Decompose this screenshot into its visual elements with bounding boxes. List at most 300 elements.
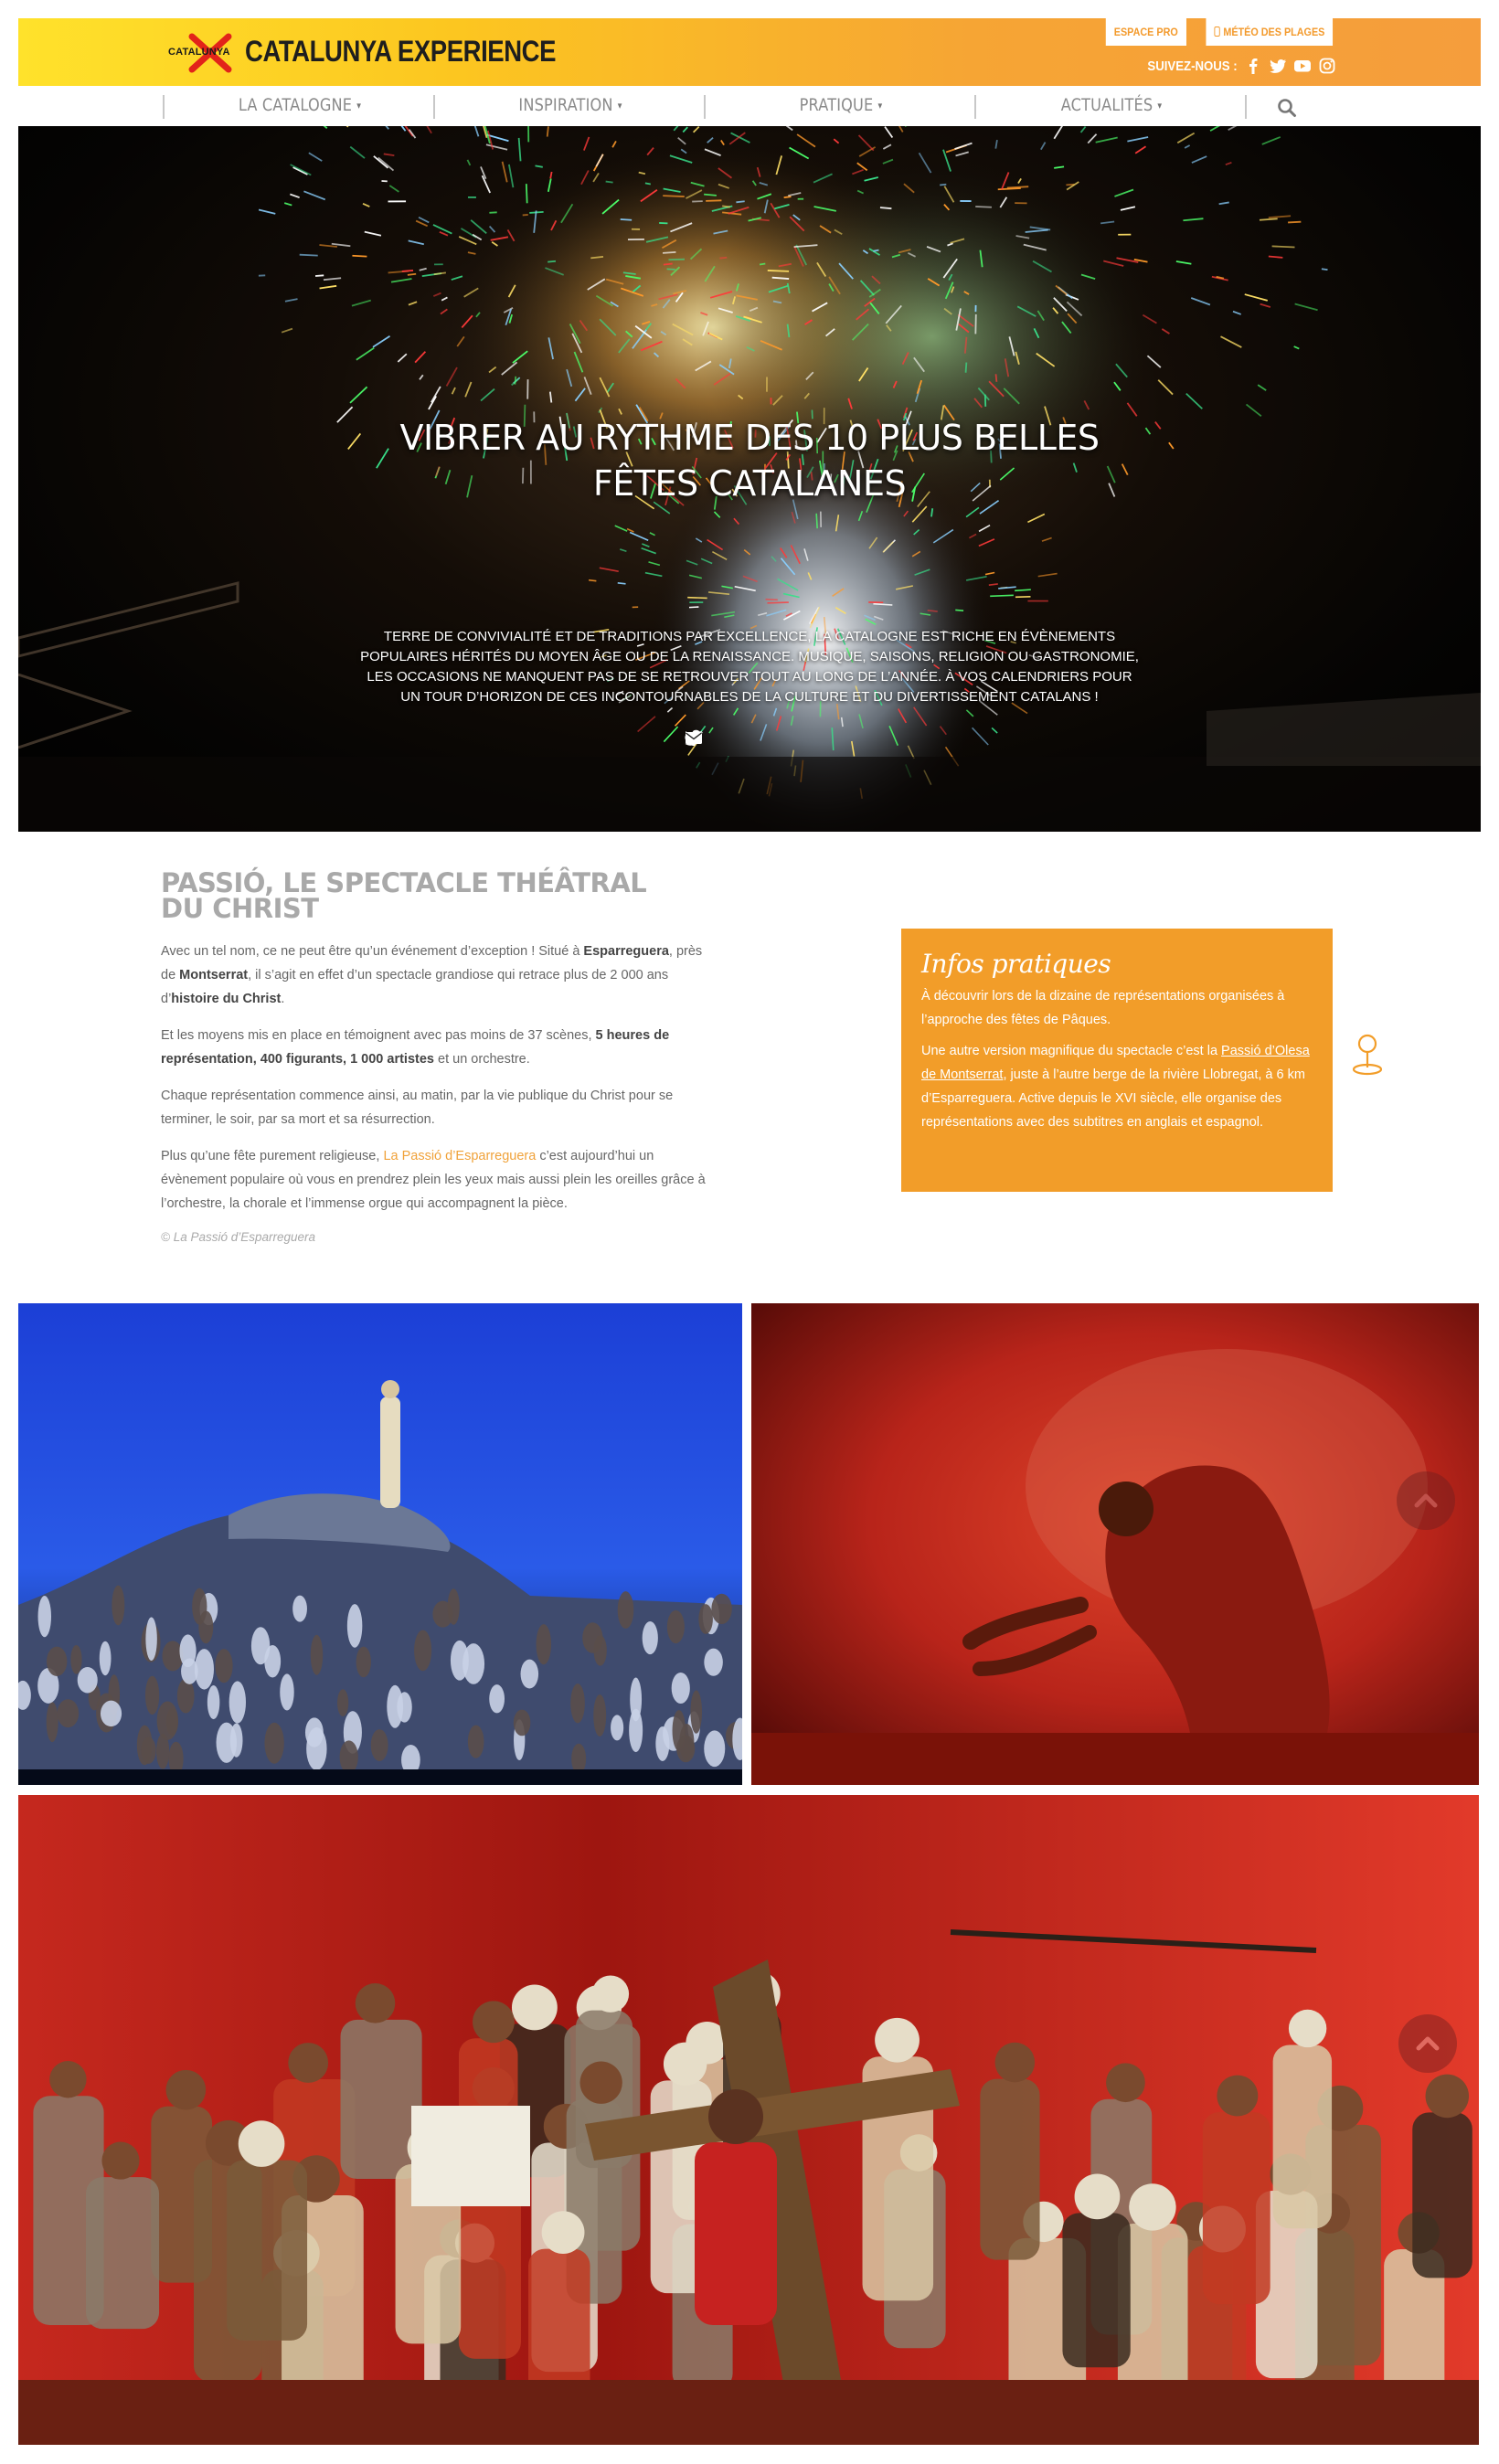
actor-head xyxy=(288,2043,328,2083)
firework-spark xyxy=(620,549,626,551)
firework-spark xyxy=(649,562,660,565)
firework-spark xyxy=(1186,394,1203,409)
firework-spark xyxy=(797,134,815,147)
firework-spark xyxy=(399,126,406,131)
firework-spark xyxy=(1067,182,1079,190)
email-icon[interactable] xyxy=(684,728,704,748)
firework-spark xyxy=(1288,222,1301,223)
passio-olesa-link[interactable]: Passió d’Olesa de Montserrat xyxy=(921,1044,1310,1082)
firework-spark xyxy=(627,529,633,532)
crowd-figure xyxy=(251,1627,270,1664)
firework-spark xyxy=(834,139,838,143)
firework-spark xyxy=(689,607,698,608)
firework-spark xyxy=(1027,515,1044,523)
crowd-figure xyxy=(371,1729,388,1761)
crowd-figure xyxy=(207,1685,220,1719)
scroll-to-top-button[interactable] xyxy=(1398,2014,1457,2073)
caret-down-icon: ▾ xyxy=(617,100,622,112)
nav-separator xyxy=(1245,95,1247,119)
firework-spark xyxy=(612,141,616,147)
social-follow xyxy=(1135,57,1336,75)
firework-spark xyxy=(736,201,744,202)
firework-spark xyxy=(618,583,626,584)
firework-spark xyxy=(1262,137,1281,144)
firework-spark xyxy=(489,212,496,213)
actor-head xyxy=(1075,2173,1121,2219)
firework-spark xyxy=(284,203,292,205)
firework-spark xyxy=(420,269,427,271)
firework-spark xyxy=(409,130,416,138)
crowd-figure xyxy=(698,1604,713,1634)
map-pin-icon[interactable] xyxy=(1351,1031,1384,1078)
firework-spark xyxy=(706,200,721,201)
firework-spark xyxy=(1191,298,1210,305)
crowd-figure xyxy=(280,1673,293,1710)
firework-spark xyxy=(687,598,707,599)
firework-spark xyxy=(333,126,348,127)
logo-text: CATALUNYA xyxy=(168,47,230,58)
firework-spark xyxy=(1226,163,1232,165)
actor-head xyxy=(1289,2010,1326,2047)
firework-spark xyxy=(883,144,891,149)
crowd-figure xyxy=(690,1690,702,1733)
firework-spark xyxy=(880,207,891,208)
crowd-figure xyxy=(387,1685,403,1728)
firework-spark xyxy=(474,126,479,136)
nav-separator xyxy=(433,95,435,119)
crowd-figure xyxy=(305,1717,324,1747)
firework-spark xyxy=(664,263,673,264)
crowd-figure xyxy=(70,1645,81,1674)
firework-spark xyxy=(293,167,308,175)
actor-head xyxy=(542,2211,585,2254)
crowd-figure xyxy=(100,1641,112,1675)
firework-spark xyxy=(415,352,425,363)
firework-spark xyxy=(722,206,730,207)
firework-spark xyxy=(816,514,817,528)
site-header xyxy=(18,18,1481,86)
nav-separator xyxy=(704,95,706,119)
stage-photo-blue-image xyxy=(18,1303,742,1785)
article-paragraph-2 xyxy=(161,1024,718,1071)
firework-spark xyxy=(1220,336,1241,347)
crowd-figure xyxy=(112,1586,124,1626)
crowd-figure xyxy=(462,1643,484,1684)
chevron-up-icon xyxy=(1413,2029,1442,2058)
stage-photo-red-image xyxy=(751,1303,1479,1785)
actor-figure xyxy=(1062,2213,1130,2367)
firework-spark xyxy=(998,587,1015,589)
crowd-figure xyxy=(676,1736,695,1763)
article-title: PASSIÓ, LE SPECTACLE THÉÂTRAL DU CHRIST xyxy=(161,867,647,924)
firework-spark xyxy=(1176,261,1192,264)
crowd-figure xyxy=(215,1649,232,1683)
crowd-figure xyxy=(593,1694,606,1736)
crowd-figure xyxy=(704,1730,725,1767)
firework-spark xyxy=(1295,304,1318,311)
crowd-figure xyxy=(192,1588,207,1625)
crowd-figure xyxy=(630,1678,642,1722)
firework-spark xyxy=(966,363,967,373)
caret-down-icon: ▾ xyxy=(877,100,883,112)
firework-spark xyxy=(526,184,527,203)
firework-spark xyxy=(719,258,727,259)
crowd-figure xyxy=(347,1604,363,1648)
nav-item-inspiration[interactable] xyxy=(455,95,686,119)
gallery-photo-stage-red[interactable] xyxy=(751,1303,1479,1785)
text-span: c’est aujourd’hui un évènement populaire où vous en prendrez plein les yeux mais aussi plein les oreilles grâce à l’orchestre, la chorale et l’immense orgue qui accompagnent la pièce. xyxy=(161,1149,706,1211)
nav-label: LA CATALOGNE xyxy=(238,95,353,115)
facebook-icon[interactable] xyxy=(1244,57,1262,75)
infos-pratiques-box xyxy=(901,929,1333,1192)
firework-spark xyxy=(898,126,903,132)
firework-spark xyxy=(290,194,299,197)
gallery-photo-crucifixion-scene[interactable] xyxy=(18,1795,1479,2445)
chevron-up-icon xyxy=(1411,1486,1441,1515)
infobox-title: Infos pratiques xyxy=(921,949,1111,979)
infobox-paragraph-1: À découvrir lors de la dizaine de représentations organisées à l’approche des fêtes de Pâques. xyxy=(921,989,1285,1027)
nav-label: PRATIQUE xyxy=(799,95,874,115)
firework-spark xyxy=(786,126,792,130)
bold-text: 5 heures de représentation, 400 figurants, 1 000 artistes xyxy=(161,1028,670,1067)
crowd-figure xyxy=(582,1622,602,1653)
firework-spark xyxy=(784,196,792,197)
nav-item-actualites[interactable] xyxy=(996,95,1227,119)
firework-spark xyxy=(1245,294,1268,301)
firework-spark xyxy=(996,374,997,382)
text-span: Plus qu’une fête purement religieuse, xyxy=(161,1149,384,1163)
firework-spark xyxy=(873,250,878,251)
site-title[interactable]: CATALUNYA EXPERIENCE xyxy=(245,35,557,68)
firework-spark xyxy=(352,256,367,257)
nav-item-pratique[interactable] xyxy=(726,95,956,119)
crowd-figure xyxy=(448,1588,460,1625)
actor-head xyxy=(1129,2183,1175,2230)
crowd-figure xyxy=(468,1726,484,1758)
crowd-figure xyxy=(611,1715,623,1740)
firework-spark xyxy=(373,336,390,347)
firework-spark xyxy=(315,275,324,276)
firework-spark xyxy=(674,126,682,131)
firework-spark xyxy=(645,183,651,184)
firework-spark xyxy=(424,126,431,133)
text-span: Et les moyens mis en place en témoignent avec pas moins de 37 scènes, xyxy=(161,1028,596,1043)
phone-icon xyxy=(1214,27,1219,37)
firework-spark xyxy=(408,274,416,275)
actor-figure xyxy=(86,2177,159,2329)
bold-text: Montserrat xyxy=(179,968,249,982)
firework-spark xyxy=(535,165,542,166)
twitter-icon[interactable] xyxy=(1269,57,1287,75)
firework-spark xyxy=(282,329,292,333)
firework-spark xyxy=(760,263,765,264)
firework-spark xyxy=(630,533,648,541)
firework-spark xyxy=(1015,589,1031,590)
crowd-figure xyxy=(101,1701,122,1726)
article-paragraph-3: Chaque représentation commence ainsi, au matin, par la vie publique du Christ pour se terminer, le soir, par sa mort et sa résurrection. xyxy=(161,1089,674,1127)
firework-spark xyxy=(940,185,946,186)
firework-spark xyxy=(615,526,627,531)
firework-spark xyxy=(314,126,327,128)
text-span: , il s’agit en effet d’un spectacle grandiose qui retrace plus de 2 000 ans d’ xyxy=(161,968,669,1006)
firework-spark xyxy=(1114,190,1133,196)
hero-intro-text: TERRE DE CONVIVIALITÉ ET DE TRADITIONS PAR EXCELLENCE, LA CATALOGNE EST RICHE EN ÉVÈNEMENTS POPULAIRES HÉRITÉS DU MOYEN ÂGE OU DE LA RENAISSANCE. MUSIQUE, SAISONS, RELIGION OU GASTRONOMIE, LES OCCASIONS NE MANQUENT PAS DE SE RETROUVER TOUT AU LONG DE L’ANNÉE. À VOS CALENDRIERS POUR UN TOUR D’HORIZON DE CES INCONTOURNABLES DE LA CULTURE ET DU DIVERTISSEMENT CATALANS ! xyxy=(360,629,1139,705)
firework-spark xyxy=(434,272,446,274)
firework-spark xyxy=(955,610,963,611)
crowd-figure xyxy=(78,1667,98,1694)
crowd-figure xyxy=(655,1726,669,1761)
firework-spark xyxy=(1096,137,1118,142)
gallery-photo-stage-blue[interactable] xyxy=(18,1303,742,1785)
nav-label: INSPIRATION xyxy=(518,95,613,115)
firework-spark xyxy=(979,526,990,532)
firework-spark xyxy=(350,387,367,403)
crowd-figure xyxy=(414,1630,431,1671)
crowd-figure xyxy=(489,1684,505,1713)
firework-spark xyxy=(992,728,997,733)
firework-spark xyxy=(584,137,590,151)
firework-spark xyxy=(931,508,932,516)
firework-spark xyxy=(1054,126,1062,139)
firework-spark xyxy=(1192,156,1207,163)
actor-head xyxy=(875,2018,920,2063)
firework-spark xyxy=(638,717,655,732)
firework-spark xyxy=(440,232,448,236)
follow-label: SUIVEZ-NOUS : xyxy=(1147,58,1238,74)
firework-spark xyxy=(1322,269,1328,270)
infobox-paragraph-2 xyxy=(921,1039,1314,1134)
firework-spark xyxy=(363,204,369,207)
actor-head xyxy=(49,2061,86,2098)
crowd-figure xyxy=(179,1634,196,1667)
firework-spark xyxy=(433,293,441,296)
firework-spark xyxy=(519,138,521,161)
utility-links xyxy=(1097,18,1333,46)
firework-spark xyxy=(1272,246,1295,247)
text-span: . xyxy=(281,992,285,1006)
firework-spark xyxy=(509,165,514,187)
instagram-icon[interactable] xyxy=(1318,57,1336,75)
firework-spark xyxy=(1177,133,1194,143)
crowd-figure xyxy=(521,1660,539,1689)
bold-text: histoire du Christ xyxy=(171,992,282,1006)
firework-spark xyxy=(419,218,429,223)
main-nav xyxy=(163,91,1305,122)
firework-spark xyxy=(374,156,388,168)
firework-spark xyxy=(409,302,417,304)
firework-spark xyxy=(1081,127,1086,133)
crowd-figure xyxy=(292,1596,307,1622)
actor-head xyxy=(356,1983,396,2023)
firework-spark xyxy=(589,580,596,581)
youtube-icon[interactable] xyxy=(1293,57,1312,75)
firework-spark xyxy=(1185,145,1189,148)
firework-spark xyxy=(356,348,374,360)
firework-spark xyxy=(320,286,337,289)
firework-spark xyxy=(1269,256,1282,257)
firework-spark xyxy=(319,245,336,247)
actor-head xyxy=(579,2062,622,2104)
firework-spark xyxy=(1233,312,1241,314)
text-span: , près de xyxy=(161,944,703,982)
actor-head xyxy=(1106,2063,1145,2102)
crowd-figure xyxy=(514,1710,531,1736)
crowd-figure xyxy=(145,1617,156,1661)
firework-spark xyxy=(767,602,788,603)
firework-spark xyxy=(683,127,687,132)
crowd-figure xyxy=(340,1740,358,1773)
firework-spark xyxy=(259,210,275,214)
firework-spark xyxy=(1260,304,1270,307)
caret-down-icon: ▾ xyxy=(356,100,362,112)
actor-head xyxy=(101,2142,139,2180)
firework-spark xyxy=(420,375,423,379)
caret-down-icon: ▾ xyxy=(1157,100,1163,112)
firework-spark xyxy=(1127,137,1148,142)
nav-item-la-catalogne[interactable] xyxy=(185,95,415,119)
firework-spark xyxy=(1219,202,1229,204)
text-span: Avec un tel nom, ce ne peut être qu’un événement d’exception ! Situé à xyxy=(161,944,584,959)
actor-figure xyxy=(1412,2112,1472,2278)
crowd-figure xyxy=(618,1591,634,1629)
bold-text: Esparreguera xyxy=(583,944,669,959)
search-icon[interactable] xyxy=(1276,97,1298,119)
catalunya-logo[interactable] xyxy=(165,33,256,73)
firework-spark xyxy=(433,225,452,234)
crowd-figure xyxy=(537,1624,551,1664)
firework-spark xyxy=(384,154,395,155)
firework-spark xyxy=(1247,404,1261,416)
actor-figure xyxy=(1203,2112,1270,2304)
firework-spark xyxy=(486,144,507,150)
crowd-figure xyxy=(38,1596,51,1637)
actor-head xyxy=(239,2120,285,2167)
actor-figure xyxy=(980,2079,1039,2260)
firework-spark xyxy=(1269,216,1291,218)
firework-spark xyxy=(600,568,619,571)
crowd-figure xyxy=(337,1689,348,1716)
hero-title xyxy=(292,415,1207,506)
actor-head xyxy=(512,1985,558,2031)
firework-spark xyxy=(352,301,371,306)
scroll-to-top-button[interactable] xyxy=(1397,1471,1455,1530)
firework-spark xyxy=(429,396,436,409)
crowd-figure xyxy=(704,1649,723,1676)
actor-figure xyxy=(227,2161,307,2341)
firework-spark xyxy=(885,127,892,138)
article-paragraph-4 xyxy=(161,1144,718,1216)
firework-spark xyxy=(995,140,997,149)
article-paragraph-1 xyxy=(161,940,718,1011)
firework-spark xyxy=(515,377,516,385)
crowd-figure xyxy=(217,1723,237,1763)
espace-pro-link[interactable]: ESPACE PRO xyxy=(1106,18,1186,46)
firework-spark xyxy=(650,533,655,536)
firework-spark xyxy=(1210,126,1231,131)
actor-head xyxy=(995,2043,1036,2083)
crowd-figure xyxy=(47,1647,67,1676)
firework-spark xyxy=(979,539,994,547)
hero-title-line-1: VIBRER AU RYTHME DES 10 PLUS BELLES xyxy=(399,418,1100,458)
crowd-figure xyxy=(145,1676,159,1715)
firework-spark xyxy=(606,182,613,183)
firework-spark xyxy=(391,279,411,282)
actor-head xyxy=(166,2070,207,2110)
firework-spark xyxy=(1228,126,1249,130)
crowd-figure xyxy=(570,1683,585,1723)
firework-spark xyxy=(1135,146,1145,153)
firework-spark xyxy=(990,595,1014,596)
firework-spark xyxy=(1041,143,1046,150)
firework-spark xyxy=(409,240,424,244)
nav-separator xyxy=(163,95,165,119)
firework-spark xyxy=(365,232,381,236)
firework-spark xyxy=(431,387,441,402)
firework-spark xyxy=(1258,385,1266,390)
actor-head xyxy=(592,1975,629,2012)
meteo-plages-label: MÉTÉO DES PLAGES xyxy=(1222,26,1324,38)
firework-spark xyxy=(1121,207,1135,210)
firework-spark xyxy=(503,162,507,183)
firework-spark xyxy=(642,544,649,547)
actor-head xyxy=(664,2043,707,2086)
firework-spark xyxy=(300,255,318,256)
crowd-figure xyxy=(157,1702,178,1740)
crowd-figure xyxy=(229,1681,246,1723)
firework-spark xyxy=(1294,346,1300,348)
actor-head xyxy=(473,2001,515,2043)
firework-spark xyxy=(859,135,874,151)
firework-spark xyxy=(350,147,365,158)
meteo-plages-link[interactable] xyxy=(1206,18,1333,46)
firework-spark xyxy=(467,160,470,165)
actor-head xyxy=(1426,2075,1470,2119)
passio-esparreguera-link[interactable]: La Passió d’Esparreguera xyxy=(383,1149,537,1163)
crowd-figure xyxy=(195,1649,214,1690)
firework-spark xyxy=(380,126,388,129)
text-span: et un orchestre. xyxy=(434,1052,530,1067)
text-span: , juste à l’autre berge de la rivière Llobregat, à 6 km d’Esparreguera. Active depuis le XVI siècle, elle organise des représentations avec des subtitres en anglais et espagnol. xyxy=(921,1067,1305,1130)
crucifixion-scene-image xyxy=(18,1795,1479,2445)
crowd-figure xyxy=(58,1699,80,1727)
firework-spark xyxy=(1038,574,1058,577)
firework-spark xyxy=(291,165,312,175)
firework-spark xyxy=(285,299,298,302)
firework-spark xyxy=(1183,218,1203,220)
firework-spark xyxy=(324,278,341,280)
firework-spark xyxy=(694,127,699,133)
crowd-figure xyxy=(711,1594,731,1624)
crowd-figure xyxy=(264,1723,283,1764)
firework-spark xyxy=(642,548,656,554)
firework-spark xyxy=(1054,166,1064,167)
crowd-figure xyxy=(643,1621,658,1654)
firework-spark xyxy=(1260,218,1278,219)
photo-credit: © La Passió d’Esparreguera xyxy=(161,1230,316,1244)
crowd-figure xyxy=(141,1737,155,1764)
firework-spark xyxy=(1088,134,1096,143)
article-section xyxy=(161,867,709,1244)
crowd-figure xyxy=(47,1702,58,1742)
firework-spark xyxy=(663,252,675,253)
firework-spark xyxy=(389,186,399,192)
firework-spark xyxy=(398,354,407,362)
hero-title-line-2: FÊTES CATALANES xyxy=(592,463,907,504)
crowd-figure xyxy=(356,1647,371,1678)
actor-figure xyxy=(1273,2044,1332,2228)
firework-spark xyxy=(303,191,324,199)
firework-spark xyxy=(548,261,556,262)
